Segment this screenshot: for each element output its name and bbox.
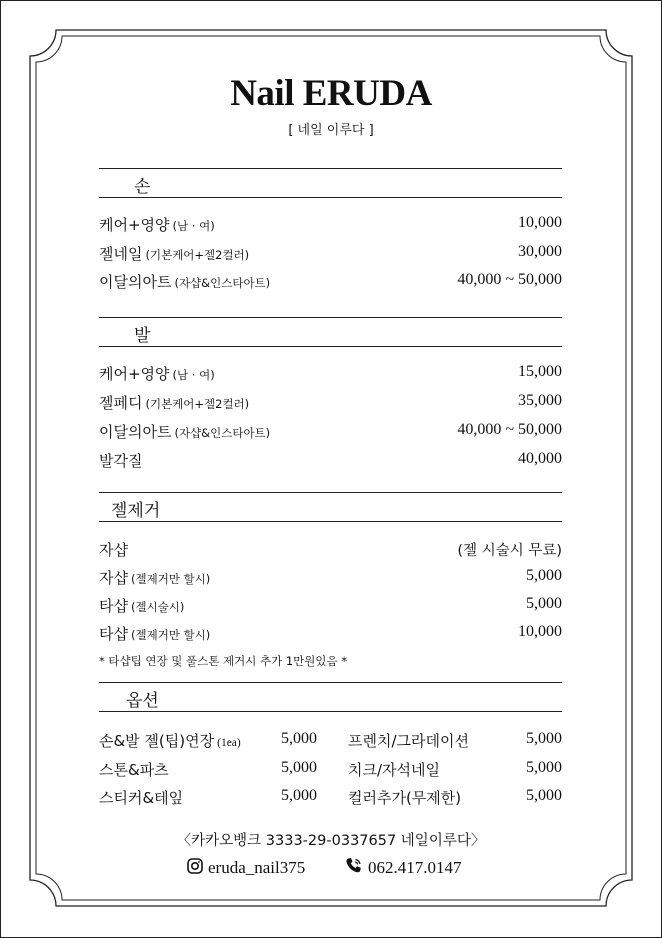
menu-row xyxy=(99,421,562,445)
item-name: 자샵 xyxy=(99,541,128,559)
menu-row xyxy=(99,567,562,591)
menu-row xyxy=(99,392,562,416)
section-title: 옵션 xyxy=(126,691,159,711)
option-price: 5,000 xyxy=(281,787,317,804)
option-price: 5,000 xyxy=(526,787,562,804)
item-name: 케어+영양 xyxy=(99,216,170,234)
item-note: (자샵&인스타아트) xyxy=(174,276,271,290)
option-name: 컬러추가(무제한) xyxy=(348,789,462,807)
option-note: (1ea) xyxy=(217,737,241,749)
removal-footnote: * 타샵팁 연장 및 풀스톤 제거시 추가 1만원있음 * xyxy=(99,654,348,668)
section-options xyxy=(99,682,562,807)
option-price: 5,000 xyxy=(281,759,317,776)
option-price: 5,000 xyxy=(526,759,562,776)
option-name: 스톤&파츠 xyxy=(99,761,169,779)
section-header xyxy=(99,168,562,198)
item-name: 이달의아트 xyxy=(99,273,172,291)
item-price: 10,000 xyxy=(518,214,562,231)
section-title: 발 xyxy=(134,326,151,346)
section-hand xyxy=(99,168,562,291)
item-note: (젤시술시) xyxy=(130,600,185,614)
section-foot xyxy=(99,317,562,470)
item-note: (기본케어+젤2컬러) xyxy=(145,397,250,411)
item-note: (젤제거만 할시) xyxy=(130,572,211,586)
menu-row xyxy=(99,243,562,267)
option-row xyxy=(99,759,317,783)
item-note: (기본케어+젤2컬러) xyxy=(145,248,250,262)
option-row xyxy=(99,787,317,811)
item-name: 타샵 xyxy=(99,625,128,643)
menu-row xyxy=(99,214,562,238)
menu-row xyxy=(99,363,562,387)
item-price: 40,000 ~ 50,000 xyxy=(457,271,562,288)
page-title: Nail ERUDA xyxy=(230,73,432,114)
item-name: 케어+영양 xyxy=(99,365,170,383)
option-price: 5,000 xyxy=(526,730,562,747)
menu-row xyxy=(99,271,562,295)
menu-row xyxy=(99,539,562,563)
option-row xyxy=(348,787,562,811)
section-header xyxy=(99,317,562,347)
item-note: (남 · 여) xyxy=(172,368,215,382)
item-price: (젤 시술시 무료) xyxy=(457,543,562,559)
instagram-handle[interactable]: eruda_nail375 xyxy=(208,858,306,877)
option-name: 손&발 젤(팁)연장 xyxy=(99,732,215,750)
section-header xyxy=(99,682,562,712)
item-price: 10,000 xyxy=(518,623,562,640)
menu-row xyxy=(99,595,562,619)
section-gel-removal xyxy=(99,492,562,668)
item-name: 자샵 xyxy=(99,569,128,587)
option-row xyxy=(348,730,562,754)
item-name: 젤네일 xyxy=(99,245,143,263)
item-name: 이달의아트 xyxy=(99,423,172,441)
menu-row xyxy=(99,623,562,647)
option-name: 스티커&테잎 xyxy=(99,789,184,807)
item-price: 30,000 xyxy=(518,243,562,260)
item-name: 발각질 xyxy=(99,452,143,470)
item-price: 40,000 ~ 50,000 xyxy=(457,421,562,438)
instagram-contact[interactable] xyxy=(187,857,305,879)
bank-account: 〈카카오뱅크 3333-29-0337657 네일이루다〉 xyxy=(176,833,486,849)
instagram-icon xyxy=(187,858,203,879)
item-note: (젤제거만 할시) xyxy=(130,628,211,642)
item-name: 타샵 xyxy=(99,597,128,615)
option-row xyxy=(99,730,317,754)
item-price: 15,000 xyxy=(518,363,562,380)
option-name: 치크/자석네일 xyxy=(348,761,440,779)
item-price: 40,000 xyxy=(518,450,562,467)
item-price: 5,000 xyxy=(526,567,562,584)
item-note: (자샵&인스타아트) xyxy=(174,426,271,440)
menu-row xyxy=(99,450,562,474)
phone-icon xyxy=(345,857,363,879)
item-price: 5,000 xyxy=(526,595,562,612)
page-subtitle: [ 네일 이루다 ] xyxy=(288,123,374,138)
option-name: 프렌치/그라데이션 xyxy=(348,732,469,750)
option-price: 5,000 xyxy=(281,730,317,747)
section-header xyxy=(99,492,562,522)
section-title: 젤제거 xyxy=(111,501,161,521)
phone-contact[interactable] xyxy=(345,857,462,879)
item-price: 35,000 xyxy=(518,392,562,409)
item-name: 젤페디 xyxy=(99,394,143,412)
item-note: (남 · 여) xyxy=(172,219,215,233)
section-title: 손 xyxy=(134,177,151,197)
phone-number[interactable]: 062.417.0147 xyxy=(368,858,462,877)
option-row xyxy=(348,759,562,783)
